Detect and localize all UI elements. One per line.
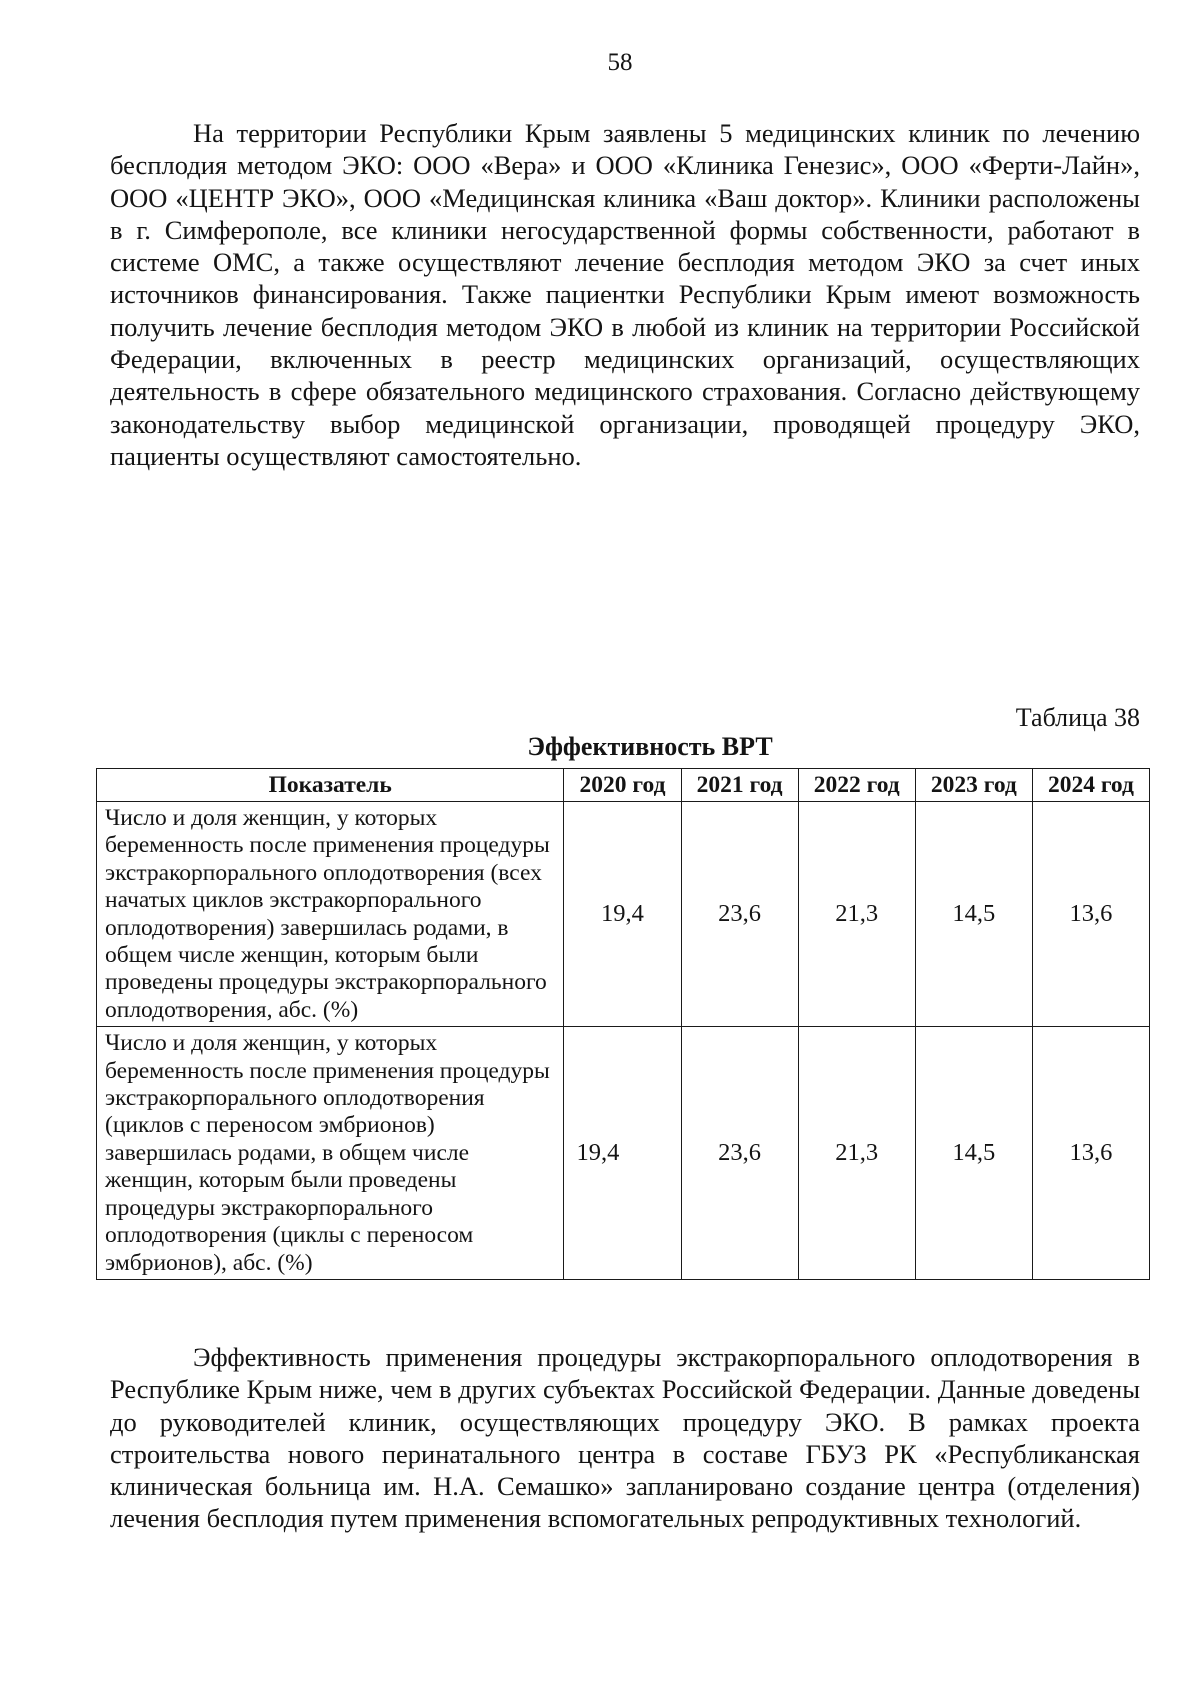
- value-cell: 19,4: [564, 1027, 681, 1280]
- table-row: [97, 1027, 1150, 1280]
- value-cell: 19,4: [564, 802, 681, 1027]
- page-number: 58: [607, 49, 633, 76]
- value-cell: 23,6: [681, 802, 798, 1027]
- value-cell: 21,3: [798, 802, 915, 1027]
- header-year-2023: 2023 год: [915, 769, 1032, 802]
- table-title: Эффективность ВРТ: [527, 732, 773, 761]
- value-cell: 21,3: [798, 1027, 915, 1280]
- header-indicator: Показатель: [97, 769, 564, 802]
- conclusion-paragraph: Эффективность применения процедуры экстракорпорального оплодотворения в Республике Крым ниже, чем в других субъектах Российской Федерации. Данные доведены до руководителей клиник, осуществляющих процедуру ЭКО. В рамках проекта строительства нового перинатального центра в составе ГБУЗ РК «Республиканская клиническая больница им. Н.А. Семашко» запланировано создание центра (отделения) лечения бесплодия путем применения вспомогательных репродуктивных технологий.: [110, 1342, 1140, 1534]
- value-cell: 13,6: [1032, 802, 1149, 1027]
- value-cell: 23,6: [681, 1027, 798, 1280]
- header-year-2022: 2022 год: [798, 769, 915, 802]
- row-label: Число и доля женщин, у которых беременность после применения процедуры экстракорпорального оплодотворения (всех начатых циклов экстракорпорального оплодотворения) завершилась родами, в общем числе женщин, которым были проведены процедуры экстракорпорального оплодотворения, абс. (%): [97, 802, 564, 1027]
- row-label: Число и доля женщин, у которых беременность после применения процедуры экстракорпорального оплодотворения (циклов с переносом эмбрионов) завершилась родами, в общем числе женщин, которым были проведены процедуры экстракорпорального оплодотворения (циклы с переносом эмбрионов), абс. (%): [97, 1027, 564, 1280]
- value-cell: 13,6: [1032, 1027, 1149, 1280]
- value-cell: 14,5: [915, 1027, 1032, 1280]
- table-row: [97, 802, 1150, 1027]
- header-year-2020: 2020 год: [564, 769, 681, 802]
- table-header-row: [97, 769, 1150, 802]
- table-caption: Таблица 38: [1015, 703, 1140, 732]
- value-cell: 14,5: [915, 802, 1032, 1027]
- efficiency-table: [96, 768, 1150, 1280]
- header-year-2021: 2021 год: [681, 769, 798, 802]
- intro-paragraph: На территории Республики Крым заявлены 5 медицинских клиник по лечению бесплодия методом ЭКО: ООО «Вера» и ООО «Клиника Генезис», ООО «Ферти-Лайн», ООО «ЦЕНТР ЭКО», ООО «Медицинская клиника «Ваш доктор». Клиники расположены в г. Симферополе, все клиники негосударственной формы собственности, работают в системе ОМС, а также осуществляют лечение бесплодия методом ЭКО за счет иных источников финансирования. Также пациентки Республики Крым имеют возможность получить лечение бесплодия методом ЭКО в любой из клиник на территории Российской Федерации, включенных в реестр медицинских организаций, осуществляющих деятельность в сфере обязательного медицинского страхования. Согласно действующему законодательству выбор медицинской организации, проводящей процедуру ЭКО, пациенты осуществляют самостоятельно.: [110, 118, 1140, 471]
- header-year-2024: 2024 год: [1032, 769, 1149, 802]
